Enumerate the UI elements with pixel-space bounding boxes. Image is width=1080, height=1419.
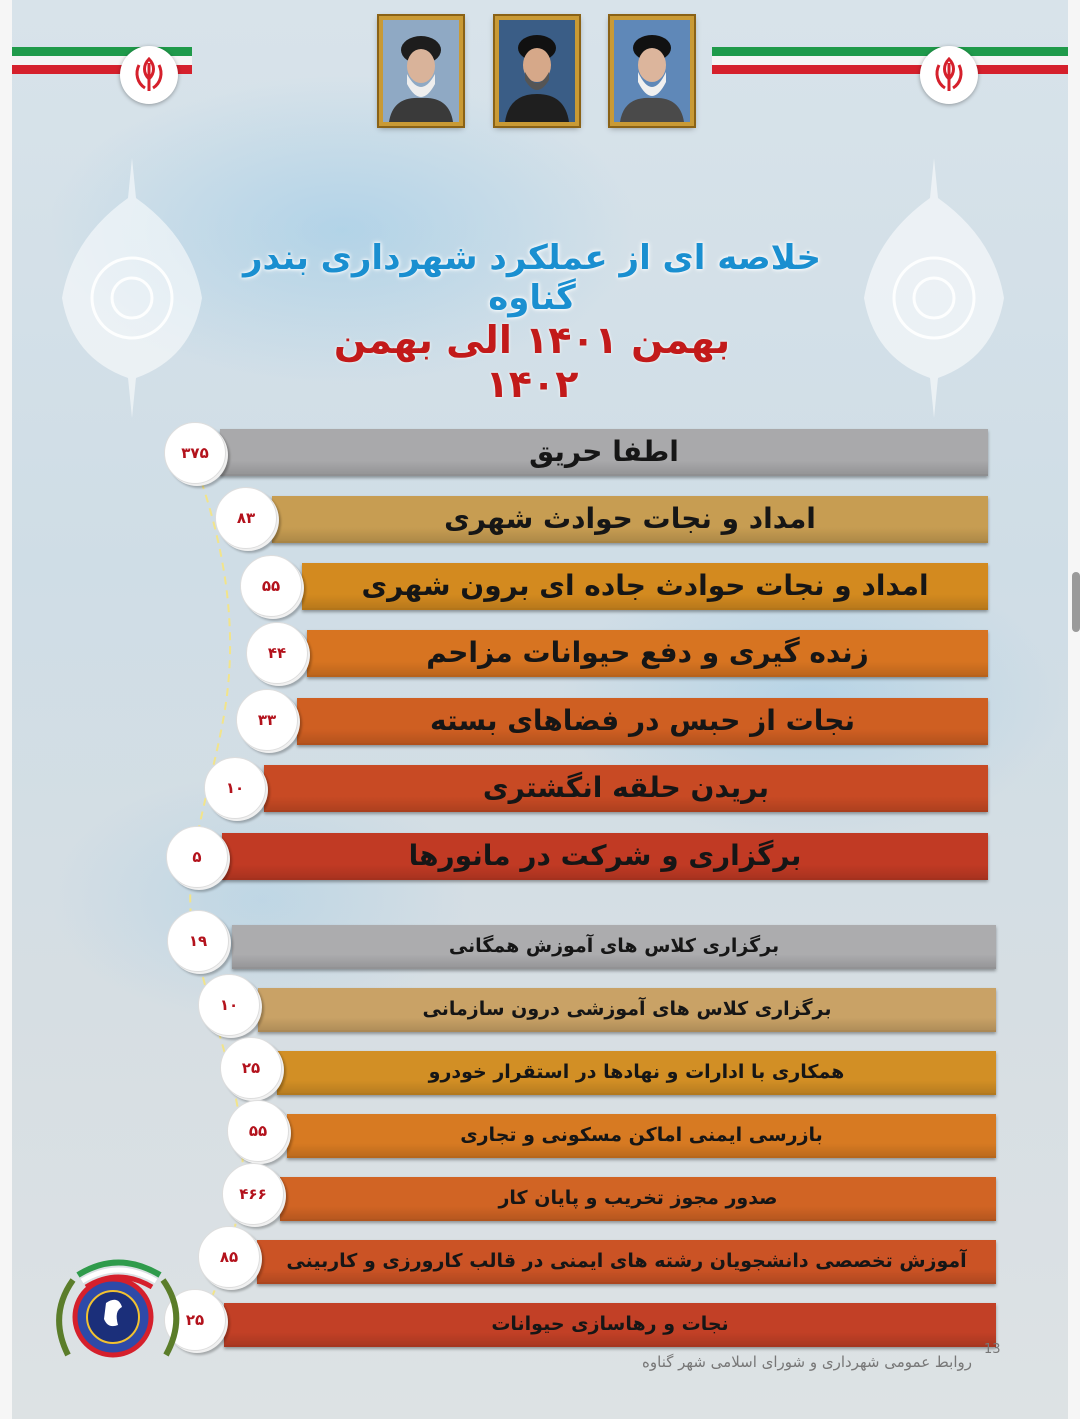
ornament-left-icon <box>52 158 212 418</box>
infographic-page <box>12 0 1068 1419</box>
activity-count: ۸۳ <box>215 487 277 549</box>
page-number: 13 <box>984 1342 1001 1357</box>
activity-count: ۳۷۵ <box>164 422 226 484</box>
activity-count: ۵۵ <box>240 555 302 617</box>
activity-bar: برگزاری کلاس های آموزش همگانی <box>232 925 996 969</box>
activity-bar: برگزاری و شرکت در مانورها <box>222 833 988 880</box>
activity-bar: امداد و نجات حوادث جاده ای برون شهری <box>302 563 988 610</box>
activity-count: ۸۵ <box>198 1226 260 1288</box>
activity-bar: بریدن حلقه انگشتری <box>264 765 988 812</box>
activity-bar: بازرسی ایمنی اماکن مسکونی و تجاری <box>287 1114 996 1158</box>
activity-count: ۵ <box>166 826 228 888</box>
iran-emblem-icon <box>120 46 178 104</box>
activity-count: ۱۹ <box>167 910 229 972</box>
activity-bar: زنده گیری و دفع حیوانات مزاحم <box>307 630 988 677</box>
activity-bar: نجات و رهاسازی حیوانات <box>224 1303 996 1347</box>
activity-bar: آموزش تخصصی دانشجویان رشته های ایمنی در قالب کارورزی و کاربینی <box>257 1240 996 1284</box>
portrait-center <box>495 16 579 126</box>
activity-bar: برگزاری کلاس های آموزشی درون سازمانی <box>258 988 996 1032</box>
period-subtitle: بهمن ۱۴۰۱ الی بهمن ۱۴۰۲ <box>333 318 731 406</box>
activity-count: ۴۶۶ <box>222 1163 284 1225</box>
portrait-right <box>610 16 694 126</box>
activity-bar: صدور مجوز تخریب و پایان کار <box>280 1177 996 1221</box>
activity-bar: اطفا حریق <box>220 429 988 476</box>
ornament-right-icon <box>854 158 1014 418</box>
activity-bar: همکاری با ادارات و نهادها در استقرار خودرو <box>277 1051 996 1095</box>
activity-count: ۲۵ <box>164 1289 226 1351</box>
page-title: خلاصه ای از عملکرد شهرداری بندر گناوه <box>242 238 822 318</box>
activity-bar: امداد و نجات حوادث شهری <box>272 496 988 543</box>
fire-department-logo-icon <box>48 1255 188 1375</box>
activity-count: ۱۰ <box>198 974 260 1036</box>
activity-bar: نجات از حبس در فضاهای بسته <box>297 698 988 745</box>
activity-count: ۳۳ <box>236 689 298 751</box>
scrollbar-thumb[interactable] <box>1072 572 1080 632</box>
activity-count: ۲۵ <box>220 1037 282 1099</box>
iran-emblem-icon <box>920 46 978 104</box>
activity-count: ۴۴ <box>246 622 308 684</box>
activity-count: ۵۵ <box>227 1100 289 1162</box>
activity-count: ۱۰ <box>204 757 266 819</box>
footer-credit: روابط عمومی شهرداری و شورای اسلامی شهر گناوه <box>642 1353 972 1371</box>
portrait-left <box>379 16 463 126</box>
